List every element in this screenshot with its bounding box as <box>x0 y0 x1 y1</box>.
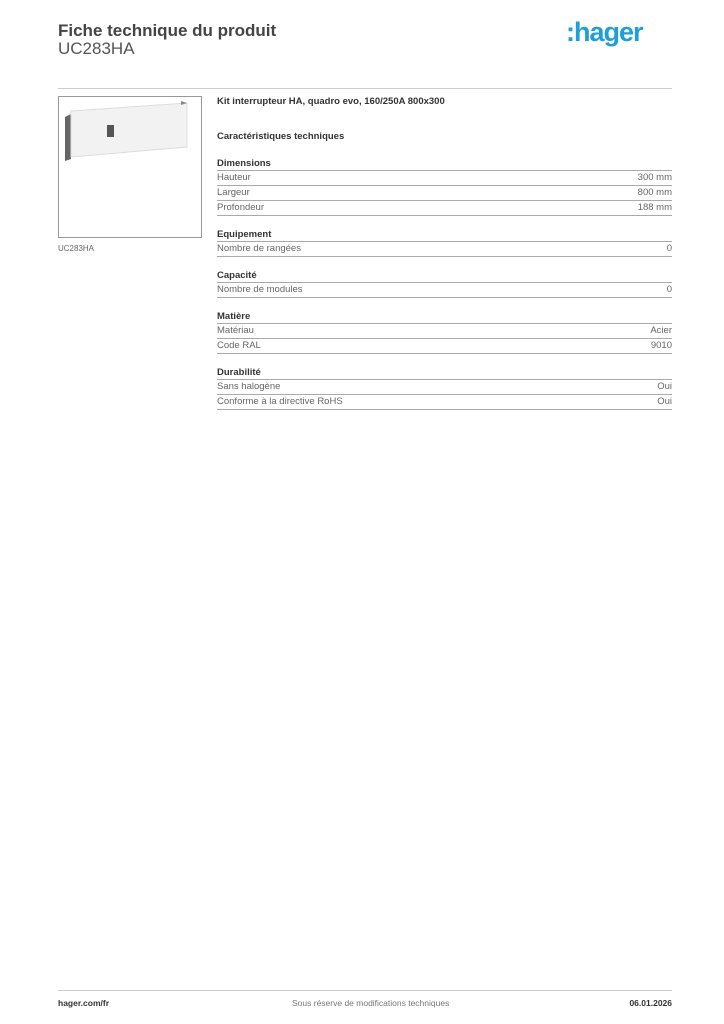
image-caption: UC283HA <box>58 244 95 253</box>
spec-section-title: Equipement <box>217 228 672 242</box>
spec-value: Oui <box>657 381 672 392</box>
footer-website[interactable]: hager.com/fr <box>58 998 110 1008</box>
spec-value: Oui <box>657 396 672 407</box>
page-title: Fiche technique du produit <box>58 21 277 40</box>
specs-column <box>217 96 672 410</box>
spec-row <box>217 283 672 298</box>
spec-section <box>217 157 672 216</box>
product-image <box>58 96 202 238</box>
spec-value: 0 <box>666 284 672 295</box>
spec-section-title: Durabilité <box>217 366 672 380</box>
spec-section-title: Capacité <box>217 269 672 283</box>
spec-value: 9010 <box>650 340 672 351</box>
spec-row <box>217 339 672 354</box>
footer-date: 06.01.2026 <box>629 998 672 1008</box>
spec-section <box>217 310 672 354</box>
footer-disclaimer: Sous réserve de modifications techniques <box>292 998 450 1008</box>
footer-divider <box>58 990 672 991</box>
spec-label: Nombre de rangées <box>217 243 301 254</box>
spec-value: 0 <box>666 243 672 254</box>
hager-logo: :hager <box>566 17 643 47</box>
spec-label: Sans halogène <box>217 381 281 392</box>
spec-section <box>217 269 672 298</box>
spec-section <box>217 366 672 410</box>
spec-label: Matériau <box>217 325 254 336</box>
spec-row <box>217 324 672 339</box>
spec-value: Acier <box>650 325 672 336</box>
spec-value: 188 mm <box>637 202 672 213</box>
header-divider <box>58 88 672 89</box>
spec-label: Nombre de modules <box>217 284 303 295</box>
spec-value: 300 mm <box>637 172 672 183</box>
spec-value: 800 mm <box>637 187 672 198</box>
product-name: Kit interrupteur HA, quadro evo, 160/250A 800x300 <box>217 96 445 107</box>
spec-row <box>217 380 672 395</box>
spec-section-title: Dimensions <box>217 157 672 171</box>
spec-label: Hauteur <box>217 172 251 183</box>
spec-section <box>217 228 672 257</box>
spec-row <box>217 395 672 410</box>
spec-label: Conforme à la directive RoHS <box>217 396 343 407</box>
spec-label: Largeur <box>217 187 250 198</box>
product-code: UC283HA <box>58 39 135 58</box>
specs-heading: Caractéristiques techniques <box>217 131 345 142</box>
spec-row <box>217 186 672 201</box>
spec-section-title: Matière <box>217 310 672 324</box>
spec-row <box>217 201 672 216</box>
spec-row <box>217 171 672 186</box>
spec-label: Profondeur <box>217 202 265 213</box>
spec-label: Code RAL <box>217 340 261 351</box>
spec-row <box>217 242 672 257</box>
